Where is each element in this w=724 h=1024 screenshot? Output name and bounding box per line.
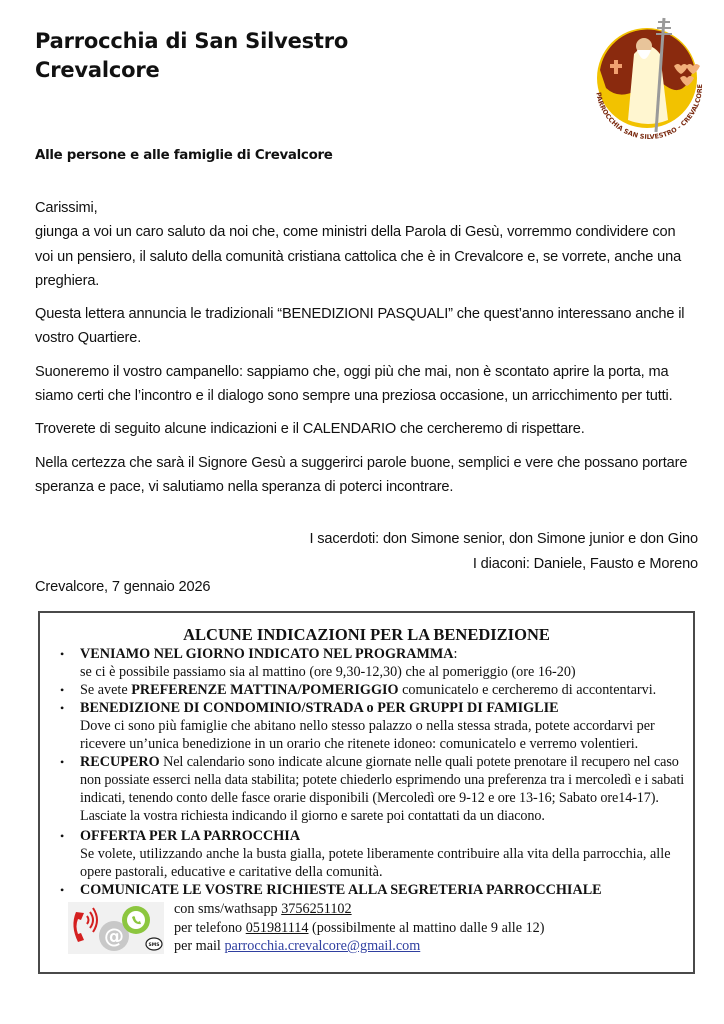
parish-title-line1: Parrocchia di San Silvestro xyxy=(35,29,349,53)
letter-body xyxy=(35,196,695,508)
signature-deacons: I diaconi: Daniele, Fausto e Moreno xyxy=(472,556,698,572)
letter-subject: Alle persone e alle famiglie di Crevalcore xyxy=(35,148,333,163)
info-item-contact-office xyxy=(40,881,693,899)
bullet-icon: • xyxy=(60,701,65,715)
parish-title-line2: Crevalcore xyxy=(35,58,160,82)
info-item-offering xyxy=(40,827,693,881)
parish-title xyxy=(35,27,348,85)
salutation: Carissimi, xyxy=(35,200,98,216)
item-heading: PREFERENZE MATTINA/POMERIGGIO xyxy=(131,682,399,698)
letter-date: Crevalcore, 7 gennaio 2026 xyxy=(35,579,211,595)
item-heading: RECUPERO xyxy=(80,754,160,770)
info-item-condominium xyxy=(40,699,693,753)
item-description: se ci è possibile passiamo sia al mattino (ore 9,30-12,30) che al pomeriggio (ore 16-20) xyxy=(80,664,576,680)
info-list xyxy=(40,645,693,899)
sms-icon xyxy=(146,938,162,950)
item-description: Nel calendario sono indicate alcune giornate nelle quali potete prenotare il recupero nel caso non possiate esserci nella data stabilita; potete chiederlo esprimendo una preferenza tra i mercoledì e i sabati indicati, tenendo conto delle fasce orarie disponibili (Mercoledì ore 9-12 e ore 13-16; Sabato ore14-17). Lasciate la vostra richiesta indicando il giorno e sarete poi contattati da un diacono. xyxy=(80,754,685,824)
paragraph-doorbell: Suoneremo il vostro campanello: sappiamo che, oggi più che mai, non è scontato aprire la porta, ma siamo certi che l’incontro e il dialogo sono sempre una preziosa occasione, un arricchimento per tutti. xyxy=(35,363,673,405)
item-description: Dove ci sono più famiglie che abitano nello stesso palazzo o nella stessa strada, potete accordarvi per ricevere un’unica benedizione in un orario che ritenete idoneo: comunicatelo e verremo volentieri. xyxy=(80,718,655,752)
sms-number-link[interactable]: 3756251102 xyxy=(281,901,352,917)
bullet-icon: • xyxy=(60,755,65,769)
contact-sms-line: con sms/wathsapp 3756251102 xyxy=(174,901,352,917)
item-description: Se volete, utilizzando anche la busta gialla, potete liberamente contribuire alla vita della parrocchia, alle opere pastorali, educative e caritative della comunità. xyxy=(80,846,671,880)
svg-text:SMS: SMS xyxy=(148,943,160,948)
paragraph-calendar: Troverete di seguito alcune indicazioni e il CALENDARIO che cercheremo di rispettare. xyxy=(35,421,585,438)
item-heading: BENEDIZIONE DI CONDOMINIO/STRADA o PER GRUPPI DI FAMIGLIE xyxy=(80,700,559,716)
phone-number-link[interactable]: 051981114 xyxy=(245,919,309,936)
bullet-icon: • xyxy=(60,829,65,843)
contact-phone-line: per telefono 051981114 (possibilmente al mattino dalle 9 alle 12) xyxy=(174,919,545,936)
svg-text:PARROCCHIA SAN SILVESTRO - CRE: PARROCCHIA SAN SILVESTRO - CREVALCORE xyxy=(594,84,705,140)
bullet-icon: • xyxy=(60,647,65,661)
info-box-title: ALCUNE INDICAZIONI PER LA BENEDIZIONE xyxy=(183,625,550,644)
whatsapp-icon xyxy=(122,906,150,934)
blessing-info-box xyxy=(38,611,695,974)
info-item-scheduled-day: • VENIAMO NEL GIORNO INDICATO NEL PROGRAMMA: se ci è possibile passiamo sia al mattino (ore 9,30-12,30) che al pomeriggio (ore 16-20) xyxy=(40,645,693,681)
bullet-icon: • xyxy=(60,683,65,697)
info-item-recovery xyxy=(40,753,693,825)
signature-priests: I sacerdoti: don Simone senior, don Simone junior e don Gino xyxy=(309,531,698,547)
signature-block xyxy=(309,527,698,577)
paragraph-greeting: giunga a voi un caro saluto da noi che, come ministri della Parola di Gesù, vorremmo condividere con voi un pensiero, il saluto della comunità cristiana cattolica che è in Crevalcore e, se vorrete, anche una preghiera. xyxy=(35,224,682,289)
contact-details xyxy=(174,900,545,956)
contact-row xyxy=(40,900,693,960)
bullet-icon: • xyxy=(60,883,65,897)
contact-mail-line: per mail parrocchia.crevalcore@gmail.com xyxy=(174,938,421,954)
paragraph-closing: Nella certezza che sarà il Signore Gesù a suggerirci parole buone, semplici e vere che possano portare speranza e pace, vi salutiamo nella speranza di poterci incontrare. xyxy=(35,454,688,495)
contact-icons xyxy=(68,902,164,954)
item-heading: OFFERTA PER LA PARROCCHIA xyxy=(80,828,301,844)
item-heading: COMUNICATE LE VOSTRE RICHIESTE ALLA SEGRETERIA PARROCCHIALE xyxy=(80,882,602,898)
parish-logo-icon xyxy=(582,8,712,140)
paragraph-announcement: Questa lettera annuncia le tradizionali “BENEDIZIONI PASQUALI” che quest’anno interessano anche il vostro Quartiere. xyxy=(35,306,685,347)
svg-text:@: @ xyxy=(104,924,124,948)
info-item-preferences: • Se avete PREFERENZE MATTINA/POMERIGGIO comunicatelo e cercheremo di accontentarvi. xyxy=(60,682,657,698)
item-heading: VENIAMO NEL GIORNO INDICATO NEL PROGRAMMA xyxy=(80,646,454,662)
email-link[interactable]: parrocchia.crevalcore@gmail.com xyxy=(224,938,421,954)
